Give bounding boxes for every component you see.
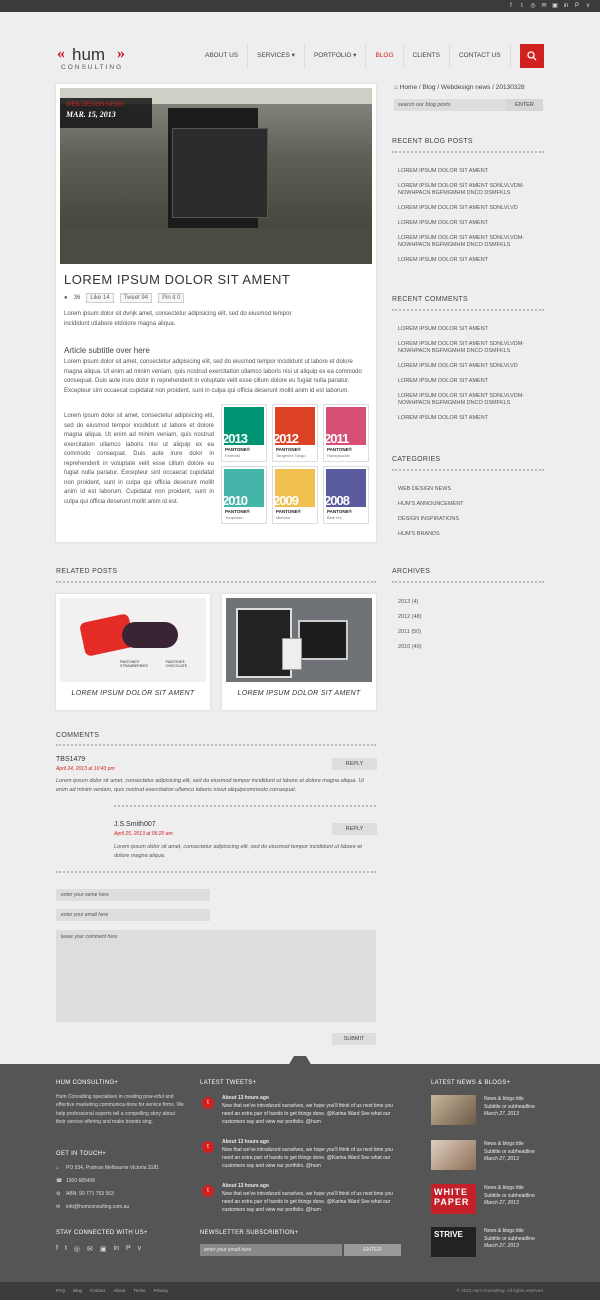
swatch-card <box>272 466 318 524</box>
divider <box>392 308 544 311</box>
newsletter-enter-button[interactable]: ENTER <box>344 1244 401 1256</box>
tweet-text: Now that we've introduced ourselves, we hope you'll think of us next time you need an extra pair of hands to get things done. @Karina Ward See what our customers say and view our portfolio. @hum <box>222 1147 393 1169</box>
nav-services[interactable]: SERVICES ▾ <box>248 44 305 68</box>
news-item[interactable]: News & blogs title Subtitle or subheadline March 27, 2013 <box>484 1141 535 1162</box>
swatch-card <box>272 404 318 462</box>
reply-button[interactable]: REPLY <box>332 823 377 835</box>
swatch-name: Blue Iris <box>327 515 342 520</box>
abn-text: ABN: 90 771 753 563 <box>66 1191 114 1197</box>
related-post-caption: LOREM IPSUM DOLOR SIT AMENT <box>71 690 195 697</box>
category-link[interactable]: WEB DESIGN NEWS <box>398 486 452 492</box>
breadcrumb-text[interactable]: Home / Blog / Webdesign news / 20130328 <box>399 84 525 91</box>
list-item[interactable]: LOREM IPSUM DOLOR SIT AMENT SDNLVLVD <box>398 363 518 369</box>
swatch-card <box>221 466 267 524</box>
list-item[interactable]: LOREM IPSUM DOLOR SIT AMENT <box>398 257 489 263</box>
divider <box>392 150 544 153</box>
category-link[interactable]: HUM'S BRANDS <box>398 531 440 537</box>
swatch-name: Turquoise <box>225 515 243 520</box>
post-date: MAR. 15, 2013 <box>66 110 116 119</box>
list-item[interactable]: LOREM IPSUM DOLOR SIT AMENT SDNLVLVDM-NOWHPACN BGFMGMHM DNCO DSMFKLS <box>398 235 525 248</box>
tweet-text: Now that we've introduced ourselves, we hope you'll think of us next time you need an extra pair of hands to get things done. @Karina Ward See what our customers say and view our portfolio. @hum <box>222 1103 393 1125</box>
related-post-image <box>226 598 372 682</box>
swatch-brand: PANTONE® <box>327 509 352 514</box>
news-thumbnail[interactable]: WHITE PAPER <box>431 1184 476 1214</box>
tweet-time: About 13 hours ago <box>222 1095 269 1101</box>
mail-icon[interactable]: ✉ <box>87 1246 93 1253</box>
link-blog[interactable]: Blog <box>73 1288 83 1293</box>
swatch-labels: PANTONE® STRAWBERRIES PANTONE® CHOCOLATE <box>120 660 188 668</box>
dribbble-icon[interactable]: ◎ <box>530 3 536 9</box>
footer-social-icons <box>56 1245 141 1253</box>
blog-search-input[interactable]: search our blog posts <box>394 99 506 111</box>
main-nav <box>196 44 511 68</box>
archive-link[interactable]: 2011 (50) <box>398 629 422 635</box>
twitter-icon: t <box>202 1097 214 1109</box>
swatch-brand: PANTONE® <box>225 509 250 514</box>
divider <box>114 804 376 807</box>
top-social-icons <box>507 2 592 10</box>
link-about[interactable]: About <box>113 1288 126 1293</box>
archives-title: ARCHIVES <box>392 568 431 575</box>
logo-subtitle: CONSULTING <box>61 64 124 71</box>
recent-posts-list <box>398 168 548 272</box>
pinterest-icon[interactable]: P <box>574 3 579 9</box>
link-faq[interactable]: FAQ <box>56 1288 66 1293</box>
abn-icon: ⚙ <box>56 1191 61 1197</box>
comment-icon: ● <box>64 295 68 301</box>
name-field[interactable]: enter your name here <box>56 889 210 901</box>
related-posts-title: RELATED POSTS <box>56 568 118 575</box>
home-icon[interactable]: ⌂ <box>394 84 398 91</box>
logo-word: hum <box>72 45 106 64</box>
chocolate-shape <box>122 622 178 648</box>
hero-screen <box>172 128 268 218</box>
logo-right-chevrons: » <box>117 45 125 62</box>
list-item[interactable]: LOREM IPSUM DOLOR SIT AMENT <box>398 168 489 174</box>
tweet <box>222 1138 402 1170</box>
news-thumbnail[interactable] <box>431 1095 476 1125</box>
list-item[interactable]: LOREM IPSUM DOLOR SIT AMENT SDNLVLVDM-NOWHPACN BGFMGMHM DNCO DSMFKLS <box>398 393 525 406</box>
email-icon: ✉ <box>56 1204 61 1210</box>
tweet-text: Now that we've introduced ourselves, we hope you'll think of us next time you need an extra pair of hands to get things done. @Karina Ward See what our customers say and view our portfolio. @hum <box>222 1191 393 1213</box>
footer-about-text: Hum Consulting specialises in creating pow-erful and effective marketing communica-tions for service firms. We help professional experts tell a compelling story about their service offering and make brands sing. <box>56 1094 184 1125</box>
youtube-icon[interactable]: ▣ <box>552 3 558 9</box>
phone-shape <box>282 638 302 670</box>
swatch-brand: PANTONE® <box>327 447 352 452</box>
comment-author: J.S.Smith007 <box>114 821 156 828</box>
recent-comments-title: RECENT COMMENTS <box>392 296 468 303</box>
swatch-year: 2008 <box>324 493 349 508</box>
nav-portfolio[interactable]: PORTFOLIO ▾ <box>305 44 367 68</box>
footer-connected-title: STAY CONNECTED WITH US+ <box>56 1230 148 1236</box>
twitter-icon[interactable]: t <box>64 1245 67 1252</box>
list-item[interactable]: LOREM IPSUM DOLOR SIT AMENT <box>398 326 489 332</box>
news-item[interactable]: News & blogs title Subtitle or subheadline March 27, 2013 <box>484 1228 535 1249</box>
nav-contact[interactable]: CONTACT US <box>450 44 511 68</box>
swatch-year: 2013 <box>222 431 247 446</box>
hero-sidewalk <box>60 228 372 264</box>
swatch-year: 2012 <box>273 431 298 446</box>
comment-field[interactable]: leave your comment here <box>56 930 376 1022</box>
email-link[interactable]: info@humconsulting.com.au <box>66 1204 130 1210</box>
blog-search-button[interactable]: ENTER <box>506 99 543 111</box>
post-category[interactable]: WEB DESIGN NEWS <box>66 102 125 108</box>
footer-about-title: HUM CONSULTING+ <box>56 1080 119 1086</box>
swatch-name: Honeysuckle <box>327 453 350 458</box>
divider <box>56 580 376 583</box>
swatch-year: 2009 <box>273 493 298 508</box>
monitor-shape <box>298 620 348 660</box>
footer-tweets-title: LATEST TWEETS+ <box>200 1080 257 1086</box>
list-item[interactable]: LOREM IPSUM DOLOR SIT AMENT SDNLVLVD <box>398 205 518 211</box>
recent-posts-title: RECENT BLOG POSTS <box>392 138 473 145</box>
comment-text: Lorem ipsum dolor sit amet, consectetur adipisicing elit, sed do eiusmod tempor incididunt ut labore et dolore magna aliqua. Ut enim ad minim veniam, quis nostrud exercitation ullamco laboris nisiut aliquipcommodo consequat. <box>56 778 364 793</box>
list-item[interactable]: LOREM IPSUM DOLOR SIT AMENT <box>398 378 489 384</box>
related-post-caption: LOREM IPSUM DOLOR SIT AMENT <box>237 690 361 697</box>
post-date-badge <box>60 98 152 128</box>
breadcrumb <box>394 84 525 91</box>
comment-count: 36 <box>73 295 81 301</box>
mail-icon[interactable]: ✉ <box>541 3 547 9</box>
nav-clients[interactable]: CLIENTS <box>404 44 450 68</box>
footer-touch-title: GET IN TOUCH+ <box>56 1151 107 1157</box>
facebook-icon[interactable]: f <box>56 1245 58 1252</box>
archives-list <box>398 599 548 659</box>
swatch-brand: PANTONE® <box>225 447 250 452</box>
facebook-icon[interactable]: f <box>510 3 512 9</box>
comment-date: April 24, 2013 at 10:43 pm <box>56 766 115 772</box>
youtube-icon[interactable]: ▣ <box>99 1246 107 1253</box>
vimeo-icon[interactable]: v <box>586 3 590 9</box>
newsletter-email-input[interactable]: enter your email here <box>200 1244 342 1256</box>
swatch-brand: PANTONE® <box>276 447 301 452</box>
category-link[interactable]: DESIGN INSPIRATIONS <box>398 516 460 522</box>
divider <box>56 870 376 873</box>
swatch-year: 2010 <box>222 493 247 508</box>
post-paragraph-1: Lorem ipsum dolor sit amet, consectetur adipisicing elit, sed do eiusmod tempor incididunt ut labore et dolore magna aliqua. Ut enim ad minim veniam, quis nostrud exercitation ullamco laboris nisi ut aliquip ex ea commodo consequat. Duis aute irure dolor in reprehenderit in voluptate velit esse cillum dolore eu fugiat nulla pariatur. Excepteur sint occaecat cupidatat non proident, sunt in culpa qui officia deserunt mollit anim id est laborum. <box>64 359 362 394</box>
swatch-brand: PANTONE® <box>276 509 301 514</box>
divider <box>56 743 376 746</box>
link-terms[interactable]: Terms <box>133 1288 146 1293</box>
archive-link[interactable]: 2012 (48) <box>398 614 422 620</box>
swatch-card <box>323 404 369 462</box>
reply-button[interactable]: REPLY <box>332 758 377 770</box>
list-item[interactable]: LOREM IPSUM DOLOR SIT AMENT SDNLVLVDM-NOWHPACN BGFMGMHM DNCO DSMFKLS <box>398 341 525 354</box>
archive-link[interactable]: 2013 (4) <box>398 599 419 605</box>
twitter-icon: t <box>202 1185 214 1197</box>
phone-text: 1300 685405 <box>66 1178 96 1184</box>
swatch-name: Emerald <box>225 453 240 458</box>
twitter-icon[interactable]: t <box>521 3 523 9</box>
copyright: © 2013 Hum Consulting. All rights reserved. <box>456 1288 544 1293</box>
twitter-icon: t <box>202 1141 214 1153</box>
pinterest-icon[interactable]: P <box>125 1245 131 1252</box>
comment-author: TBS1479 <box>56 756 86 763</box>
news-item[interactable]: News & blogs title Subtitle or subheadline March 27, 2013 <box>484 1185 535 1206</box>
comments-title: COMMENTS <box>56 732 100 739</box>
post-intro: Lorem ipsum dolor sit dvnjk amet, consectetur adipisicing elit, sed do eiusmod tempor incididunt utlabore etdolore magna aliqua. <box>64 311 292 327</box>
post-subtitle: Article subtitle over here <box>64 346 150 355</box>
email-field[interactable]: enter your email here <box>56 909 210 921</box>
comment-text: Lorem ipsum dolor sit amet, consectetur adipisicing elit, sed do eiusmod tempor incididunt ut labore et dolore magna aliqua. <box>114 844 362 859</box>
footer-news-title: LATEST NEWS & BLOGS+ <box>431 1080 511 1086</box>
swatch-card <box>323 466 369 524</box>
swatch-card <box>221 404 267 462</box>
recent-comments-list <box>398 326 548 430</box>
categories-title: CATEGORIES <box>392 456 441 463</box>
bottom-links <box>56 1288 168 1293</box>
link-contact[interactable]: Contact <box>90 1288 106 1293</box>
post-title: LOREM IPSUM DOLOR SIT AMENT <box>64 272 291 287</box>
share-bar <box>64 293 184 303</box>
address-icon: ⌂ <box>56 1165 60 1171</box>
comment-date: April 25, 2013 at 06:20 am <box>114 831 173 837</box>
nav-blog[interactable]: BLOG <box>366 44 403 68</box>
list-item[interactable]: LOREM IPSUM DOLOR SIT AMENT SDNLVLVDM-NOWHPACN BGFMGMHM DNCO DSMFKLS <box>398 183 525 196</box>
pantone-swatches <box>221 404 371 524</box>
related-post-image <box>60 598 206 682</box>
linkedin-icon[interactable]: in <box>563 3 569 9</box>
like-button[interactable]: Like 14 <box>86 293 113 303</box>
vimeo-icon[interactable]: v <box>137 1245 142 1252</box>
related-post-card[interactable] <box>222 594 376 710</box>
category-link[interactable]: HUM'S ANNOUNCEMENT <box>398 501 464 507</box>
tweet <box>222 1094 402 1126</box>
news-thumbnail[interactable] <box>431 1140 476 1170</box>
phone-icon: ☎ <box>56 1178 63 1184</box>
link-privacy[interactable]: Privacy <box>153 1288 169 1293</box>
logo-left-chevrons: « <box>57 45 65 62</box>
swatch-name: Tangerine Tango <box>276 453 306 458</box>
nav-about[interactable]: ABOUT US <box>196 44 248 68</box>
divider <box>392 580 544 583</box>
related-post-card[interactable] <box>56 594 210 710</box>
list-item[interactable]: LOREM IPSUM DOLOR SIT AMENT <box>398 415 489 421</box>
search-icon[interactable] <box>520 44 544 68</box>
address-text: PO 534, Prahran Melbourne Victoria 3181 <box>66 1165 160 1171</box>
newsletter-title: NEWSLETTER SUBSCRIBTION+ <box>200 1230 299 1236</box>
linkedin-icon[interactable]: in <box>113 1245 119 1252</box>
tweet-time: About 13 hours ago <box>222 1139 269 1145</box>
top-bar <box>0 0 600 12</box>
swatch-name: Mimosa <box>276 515 291 520</box>
blog-post-card <box>56 84 376 542</box>
submit-button[interactable]: SUBMIT <box>332 1033 376 1045</box>
tweet-button[interactable]: Tweet 94 <box>120 293 152 303</box>
archive-link[interactable]: 2010 (40) <box>398 644 422 650</box>
bottom-bar <box>0 1282 600 1300</box>
list-item[interactable]: LOREM IPSUM DOLOR SIT AMENT <box>398 220 489 226</box>
dribbble-icon[interactable]: ◎ <box>73 1246 81 1253</box>
news-item[interactable]: News & blogs title Subtitle or subheadline March 27, 2013 <box>484 1096 535 1117</box>
news-thumbnail[interactable]: STRIVE <box>431 1227 476 1257</box>
divider <box>392 468 544 471</box>
tweet <box>222 1182 402 1214</box>
categories-list <box>398 486 548 546</box>
pin-button[interactable]: Pin it 0 <box>158 293 184 303</box>
post-paragraph-2: Lorem ipsum dolor sit amet, consectetur adipisicing elit, sed do eiusmod tempor incididunt ut labore et dolore magna aliqua. Ut enim ad minim veniam, quis nostrud exercitation ullamco laboris nisi ut aliquip ex ea commodo consequat. Duis aute irure dolor in reprehenderit in voluptate velit esse cillum dolore eu fugiat nulla pariatur. Excepteur sint occaecat cupidatat non proident, sunt in culpa qui officia deserunt mollit anim id est laborum. Cupidatat non proident, sunt in culpa qui officia deserunt mollit anim id est. <box>64 413 214 505</box>
logo[interactable] <box>57 45 137 75</box>
tweet-time: About 13 hours ago <box>222 1183 269 1189</box>
swatch-year: 2011 <box>324 431 349 446</box>
